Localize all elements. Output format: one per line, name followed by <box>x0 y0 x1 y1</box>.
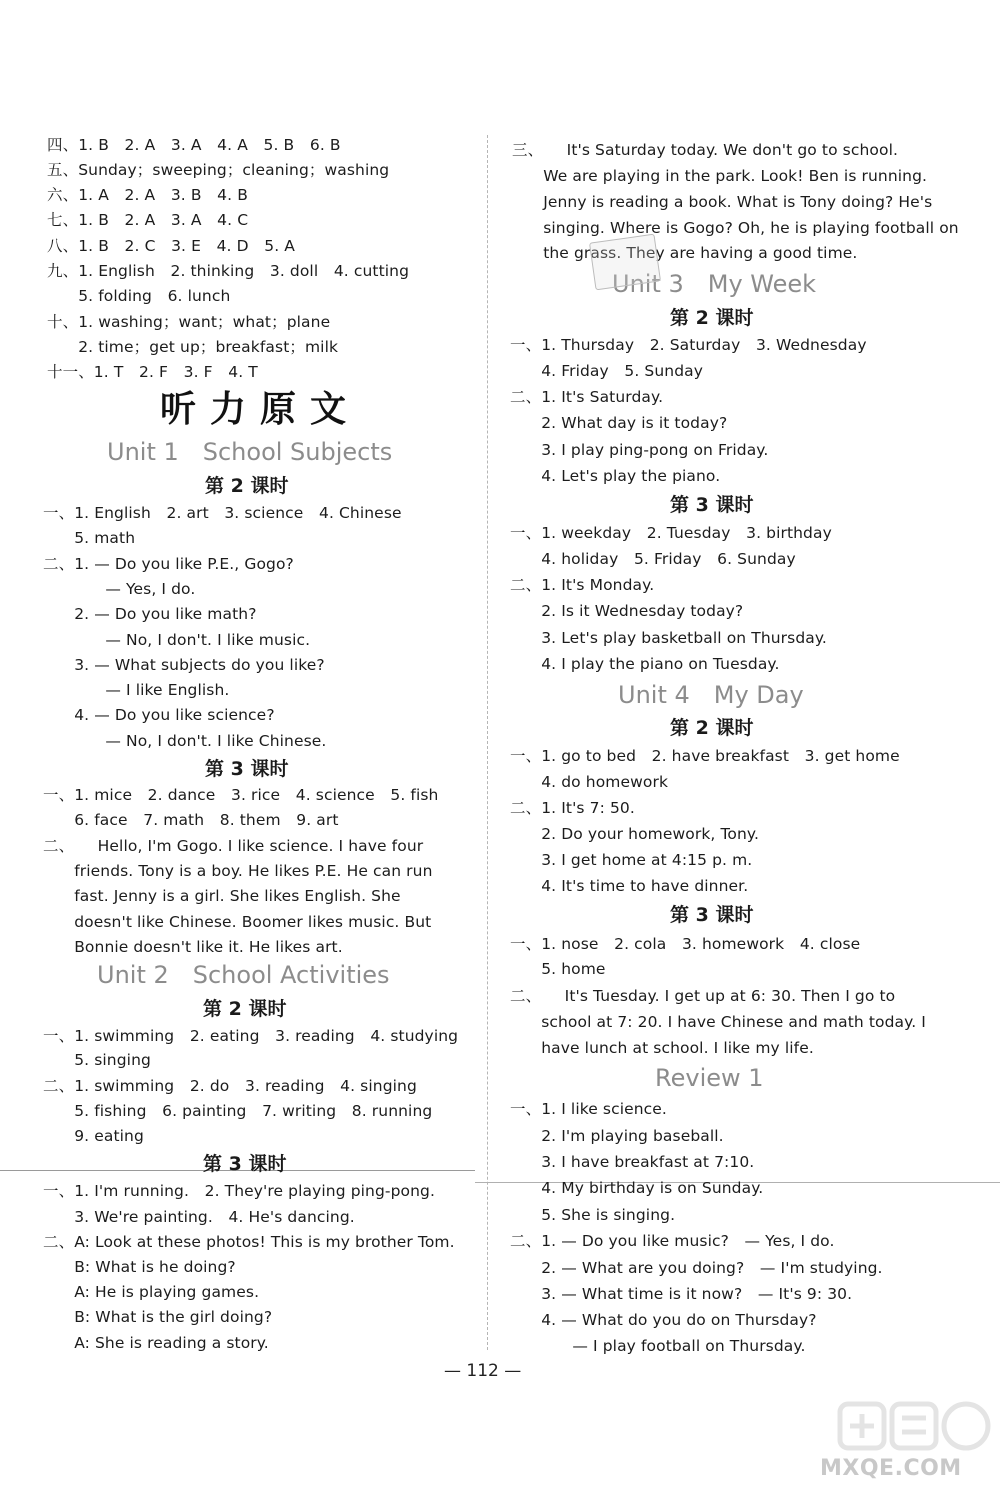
script-line: 5. fishing 6. painting 7. writing 8. running <box>43 1102 433 1120</box>
script-line: 5. She is singing. <box>510 1206 676 1224</box>
script-line: 3. We're painting. 4. He's dancing. <box>43 1208 355 1226</box>
review-1-title: Review 1 <box>655 1064 764 1092</box>
unit-3-title: Unit 3 My Week <box>612 270 817 298</box>
script-line: 一、1. swimming 2. eating 3. reading 4. studying <box>43 1027 459 1045</box>
lesson-heading: 第 2 课时 <box>670 717 754 739</box>
script-line: 3. — What time is it now? — It's 9: 30. <box>510 1285 853 1303</box>
script-line: singing. Where is Gogo? Oh, he is playing football on <box>512 219 959 237</box>
script-line: doesn't like Chinese. Boomer likes music. But <box>43 913 432 931</box>
script-line: 二、 It's Tuesday. I get up at 6: 30. Then I go to <box>510 987 896 1005</box>
script-line: have lunch at school. I like my life. <box>510 1039 814 1057</box>
answer-line: 十、1. washing；want；what；plane <box>47 313 331 331</box>
script-line: friends. Tony is a boy. He likes P.E. He can run <box>43 862 433 880</box>
script-line: 4. I play the piano on Tuesday. <box>510 655 780 673</box>
script-line: 二、1. — Do you like P.E., Gogo? <box>43 555 294 573</box>
script-line: Bonnie doesn't like it. He likes art. <box>43 938 343 956</box>
script-line: 2. — What are you doing? — I'm studying. <box>510 1259 883 1277</box>
script-line: 二、1. It's Saturday. <box>510 388 664 406</box>
script-line: — No, I don't. I like Chinese. <box>43 732 327 750</box>
column-divider <box>487 135 488 1350</box>
script-line: 三、 It's Saturday today. We don't go to school. <box>512 141 899 159</box>
script-line: 6. face 7. math 8. them 9. art <box>43 811 339 829</box>
answer-line: 五、Sunday；sweeping；cleaning；washing <box>47 161 390 179</box>
answer-line: 八、1. B 2. C 3. E 4. D 5. A <box>47 237 295 255</box>
script-line: 2. I'm playing baseball. <box>510 1127 724 1145</box>
script-line: 二、1. swimming 2. do 3. reading 4. singing <box>43 1077 417 1095</box>
script-line: 3. I get home at 4:15 p. m. <box>510 851 753 869</box>
script-line: A: She is reading a story. <box>43 1334 269 1352</box>
script-line: the grass. They are having a good time. <box>512 244 858 262</box>
script-line: 二、A: Look at these photos! This is my brother Tom. <box>43 1233 455 1251</box>
listening-script-title: 听力原文 <box>160 389 361 430</box>
script-line: — Yes, I do. <box>43 580 196 598</box>
script-line: 一、1. nose 2. cola 3. homework 4. close <box>510 935 861 953</box>
answer-line: 5. folding 6. lunch <box>47 287 231 305</box>
script-line: 4. It's time to have dinner. <box>510 877 749 895</box>
script-line: 3. — What subjects do you like? <box>43 656 325 674</box>
script-line: 3. I play ping-pong on Friday. <box>510 441 769 459</box>
answer-line: 六、1. A 2. A 3. B 4. B <box>47 186 248 204</box>
lesson-heading: 第 2 课时 <box>203 998 287 1020</box>
script-line: 5. math <box>43 529 136 547</box>
script-line: 一、1. I like science. <box>510 1100 667 1118</box>
script-line: 二、1. It's Monday. <box>510 576 655 594</box>
answer-line: 九、1. English 2. thinking 3. doll 4. cutting <box>47 262 410 280</box>
script-line: B: What is the girl doing? <box>43 1308 273 1326</box>
script-line: 4. Friday 5. Sunday <box>510 362 704 380</box>
answer-line: 四、1. B 2. A 3. A 4. A 5. B 6. B <box>47 136 341 154</box>
answer-line: 七、1. B 2. A 3. A 4. C <box>47 211 249 229</box>
lesson-heading: 第 3 课时 <box>203 1153 287 1175</box>
unit-2-title: Unit 2 School Activities <box>97 961 390 989</box>
script-line: A: He is playing games. <box>43 1283 260 1301</box>
script-line: Jenny is reading a book. What is Tony doing? He's <box>512 193 933 211</box>
script-line: 二、 Hello, I'm Gogo. I like science. I have four <box>43 837 424 855</box>
script-line: fast. Jenny is a girl. She likes English. She <box>43 887 401 905</box>
lesson-heading: 第 2 课时 <box>205 475 289 497</box>
script-line: 一、1. Thursday 2. Saturday 3. Wednesday <box>510 336 867 354</box>
script-line: 3. Let's play basketball on Thursday. <box>510 629 827 647</box>
script-line: 3. I have breakfast at 7:10. <box>510 1153 755 1171</box>
script-line: 4. do homework <box>510 773 669 791</box>
script-line: 4. holiday 5. Friday 6. Sunday <box>510 550 796 568</box>
script-line: 4. Let's play the piano. <box>510 467 721 485</box>
lesson-heading: 第 3 课时 <box>670 904 754 926</box>
script-line: 2. What day is it today? <box>510 414 728 432</box>
lesson-heading: 第 3 课时 <box>670 494 754 516</box>
script-line: 5. singing <box>43 1051 151 1069</box>
unit-1-title: Unit 1 School Subjects <box>107 438 393 466</box>
script-line: — I like English. <box>43 681 230 699</box>
script-line: 二、1. — Do you like music? — Yes, I do. <box>510 1232 835 1250</box>
script-line: — No, I don't. I like music. <box>43 631 311 649</box>
stamp-mark <box>589 234 661 291</box>
script-line: — I play football on Thursday. <box>510 1337 806 1355</box>
lesson-heading: 第 2 课时 <box>670 307 754 329</box>
script-line: 2. Do your homework, Tony. <box>510 825 759 843</box>
script-line: school at 7: 20. I have Chinese and math today. I <box>510 1013 926 1031</box>
script-line: 2. — Do you like math? <box>43 605 257 623</box>
answer-line: 2. time；get up；breakfast；milk <box>47 338 339 356</box>
script-line: We are playing in the park. Look! Ben is running. <box>512 167 928 185</box>
script-line: 5. home <box>510 960 606 978</box>
script-line: 一、1. English 2. art 3. science 4. Chinese <box>43 504 402 522</box>
script-line: 9. eating <box>43 1127 144 1145</box>
script-line: 4. My birthday is on Sunday. <box>510 1179 764 1197</box>
script-line: 二、1. It's 7: 50. <box>510 799 635 817</box>
watermark-text: MXQE.COM <box>820 1456 962 1481</box>
script-line: 一、1. I'm running. 2. They're playing ping-pong. <box>43 1182 436 1200</box>
script-line: 4. — What do you do on Thursday? <box>510 1311 817 1329</box>
lesson-heading: 第 3 课时 <box>205 758 289 780</box>
script-line: 2. Is it Wednesday today? <box>510 602 744 620</box>
answer-line: 十一、1. T 2. F 3. F 4. T <box>47 363 258 381</box>
script-line: 一、1. weekday 2. Tuesday 3. birthday <box>510 524 832 542</box>
script-line: 4. — Do you like science? <box>43 706 275 724</box>
script-line: 一、1. go to bed 2. have breakfast 3. get home <box>510 747 900 765</box>
page-number: — 112 — <box>444 1361 522 1381</box>
script-line: B: What is he doing? <box>43 1258 236 1276</box>
script-line: 一、1. mice 2. dance 3. rice 4. science 5. fish <box>43 786 439 804</box>
unit-4-title: Unit 4 My Day <box>618 681 804 709</box>
